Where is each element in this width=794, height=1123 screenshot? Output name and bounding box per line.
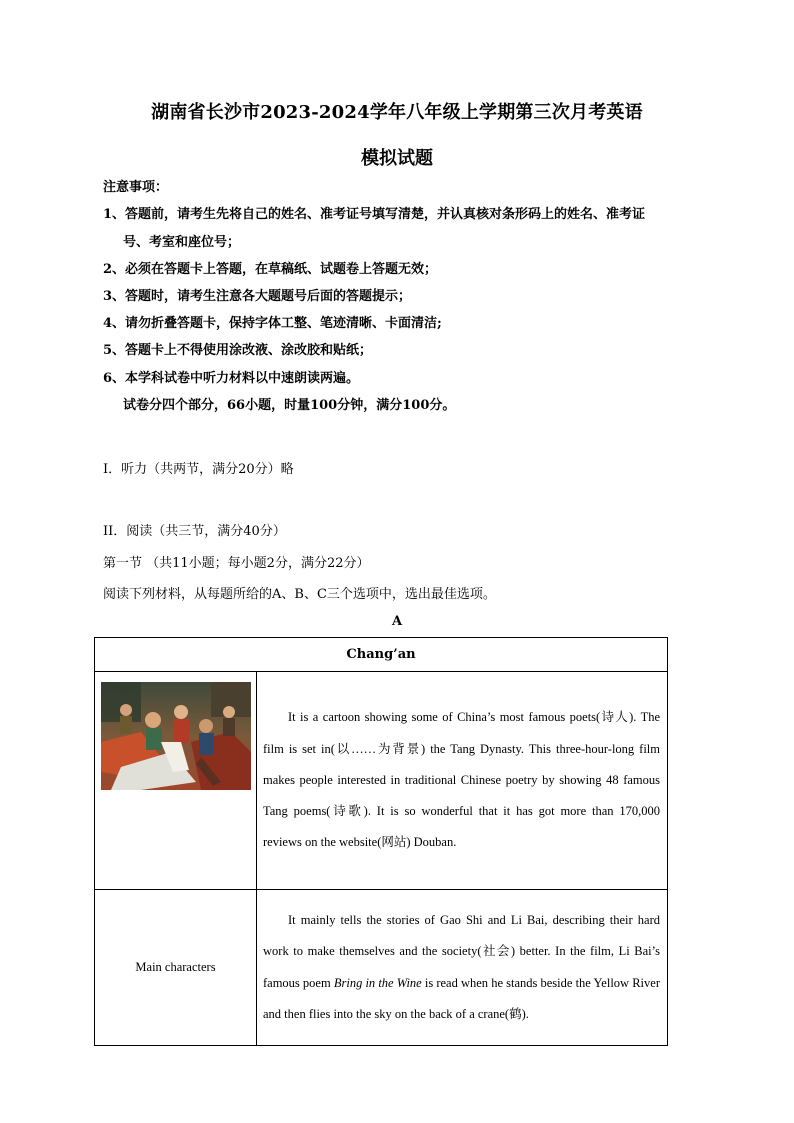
exam-info: 试卷分四个部分，66小题，时量100分钟，满分100分。 [123, 398, 456, 413]
note-item-1: 1、答题前，请考生先将自己的姓名、准考证号填写清楚，并认真核对条形码上的姓名、准考证 [103, 207, 646, 222]
main-characters-label: Main characters [95, 890, 257, 1046]
note-item-6: 6、本学科试卷中听力材料以中速朗读两遍。 [103, 371, 360, 386]
exam-subtitle: 模拟试题 [361, 148, 433, 169]
notes-heading: 注意事项： [103, 180, 169, 195]
poem-title: Bring in the Wine [333, 975, 422, 990]
movie-description: It is a cartoon showing some of China’s most famous poets(诗人). The film is set in(以……为背景) the Tang Dynasty. This three-hour-long film makes people interested in traditional Chinese poetry by showing 48 famous Tang poems(诗歌). It is so wonderful that it has got more than 170,000 reviews on the website(网站) Douban. [257, 672, 668, 890]
poster-cell [95, 672, 257, 890]
movie-poster-image [101, 682, 251, 790]
movie-info-table [94, 637, 668, 1046]
main-characters-description [257, 890, 668, 1046]
note-item-5: 5、答题卡上不得使用涂改液、涂改胶和贴纸； [103, 343, 373, 358]
table-header: Chang’an [95, 638, 668, 672]
note-item-4: 4、请勿折叠答题卡，保持字体工整、笔迹清晰、卡面清洁; [103, 316, 442, 331]
exam-title: 湖南省长沙市2023-2024学年八年级上学期第三次月考英语 [151, 102, 643, 123]
characters-text-part2: is read when he stands beside the Yellow River and then flies into the sky on the back of a crane(鹤). [263, 975, 660, 1021]
characters-text-part1: It mainly tells the stories of Gao Shi and Li Bai, describing their hard work to make themselves and the society(社会) better. In the film, Li Bai’s famous poem [263, 913, 660, 990]
reading-part1: 第一节 （共11小题；每小题2分，满分22分） [103, 556, 370, 571]
reading-instruction: 阅读下列材料，从每题所给的A、B、C三个选项中，选出最佳选项。 [103, 587, 496, 602]
note-item-2: 2、必须在答题卡上答题，在草稿纸、试题卷上答题无效； [103, 262, 438, 277]
passage-label: A [391, 614, 403, 629]
listening-section: I．听力（共两节，满分20分）略 [103, 462, 294, 477]
note-item-1-cont: 号、考室和座位号； [123, 235, 241, 250]
note-item-3: 3、答题时，请考生注意各大题题号后面的答题提示； [103, 289, 412, 304]
reading-section: II．阅读（共三节，满分40分） [103, 524, 286, 539]
